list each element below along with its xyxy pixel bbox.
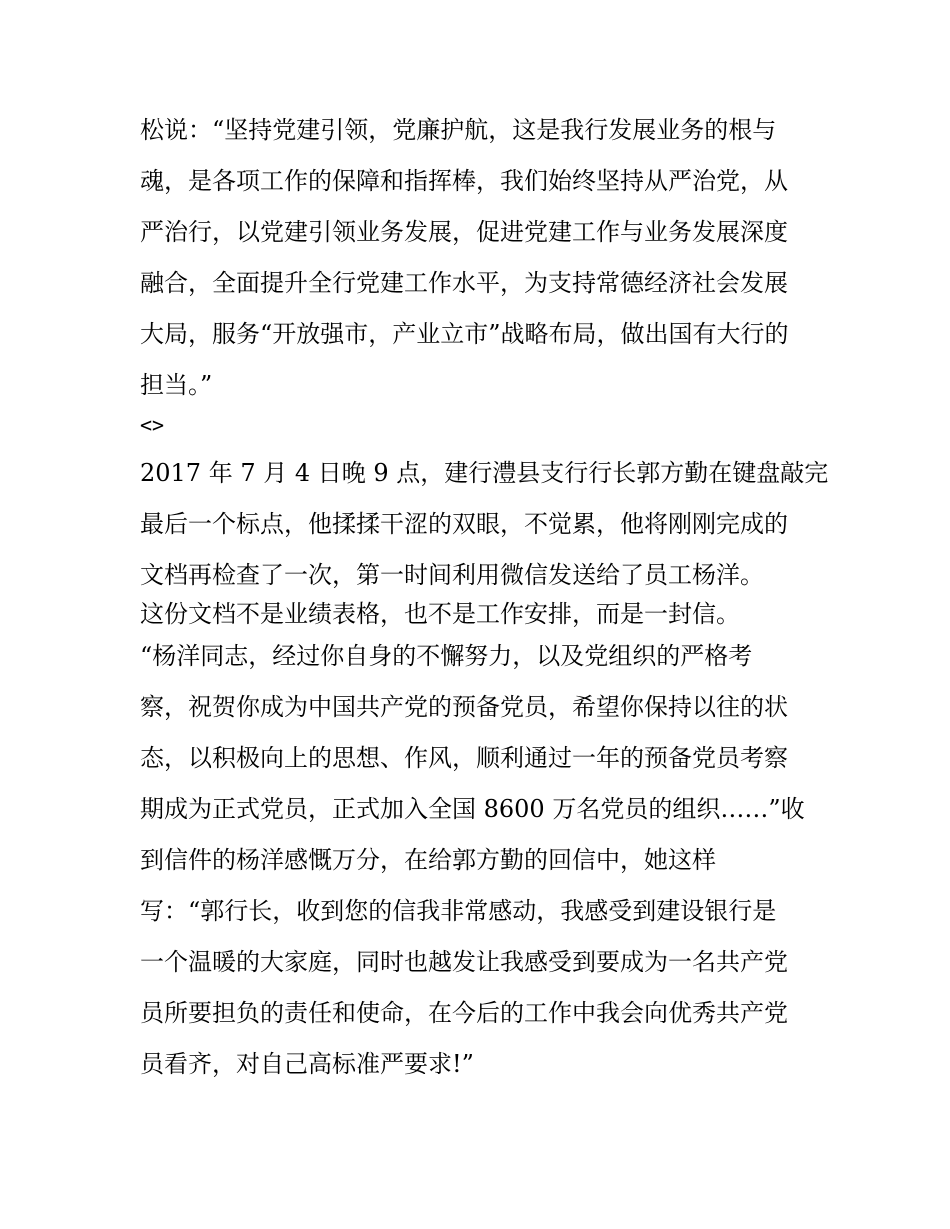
body-line: 最后一个标点，他揉揉干涩的双眼，不觉累，他将刚刚完成的 xyxy=(140,510,788,538)
body-line: 这份文档不是业绩表格，也不是工作安排，而是一封信。 xyxy=(140,600,740,628)
body-line: 松说：“坚持党建引领，党廉护航，这是我行发展业务的根与 xyxy=(140,116,777,144)
body-line: 态，以积极向上的思想、作风，顺利通过一年的预备党员考察 xyxy=(140,744,788,772)
body-line: 到信件的杨洋感慨万分，在给郭方勤的回信中，她这样 xyxy=(140,846,716,874)
body-line: 2017 年 7 月 4 日晚 9 点，建行澧县支行行长郭方勤在键盘敲完 xyxy=(140,459,829,487)
body-line: 员所要担负的责任和使命，在今后的工作中我会向优秀共产党 xyxy=(140,999,788,1027)
body-line: 严治行，以党建引领业务发展，促进党建工作与业务发展深度 xyxy=(140,218,788,246)
body-line: 大局，服务“开放强市，产业立市”战略布局，做出国有大行的 xyxy=(140,320,789,348)
body-line: 魂，是各项工作的保障和指挥棒，我们始终坚持从严治党，从 xyxy=(140,167,788,195)
section-separator: <> xyxy=(140,413,165,437)
body-line: 担当。” xyxy=(140,371,213,399)
body-line: 融合，全面提升全行党建工作水平，为支持常德经济社会发展 xyxy=(140,269,788,297)
body-line: 写：“郭行长，收到您的信我非常感动，我感受到建设银行是 xyxy=(140,897,777,925)
body-line: 一个温暖的大家庭，同时也越发让我感受到要成为一名共产党 xyxy=(140,948,788,976)
body-line: 察，祝贺你成为中国共产党的预备党员，希望你保持以往的状 xyxy=(140,693,788,721)
body-line: “杨洋同志，经过你自身的不懈努力，以及党组织的严格考 xyxy=(140,642,753,670)
body-line: 期成为正式党员，正式加入全国 8600 万名党员的组织……”收 xyxy=(140,795,805,823)
document-body xyxy=(140,112,829,1082)
body-line: 员看齐，对自己高标准严要求!” xyxy=(140,1050,474,1078)
body-line: 文档再检查了一次，第一时间利用微信发送给了员工杨洋。 xyxy=(140,561,764,589)
